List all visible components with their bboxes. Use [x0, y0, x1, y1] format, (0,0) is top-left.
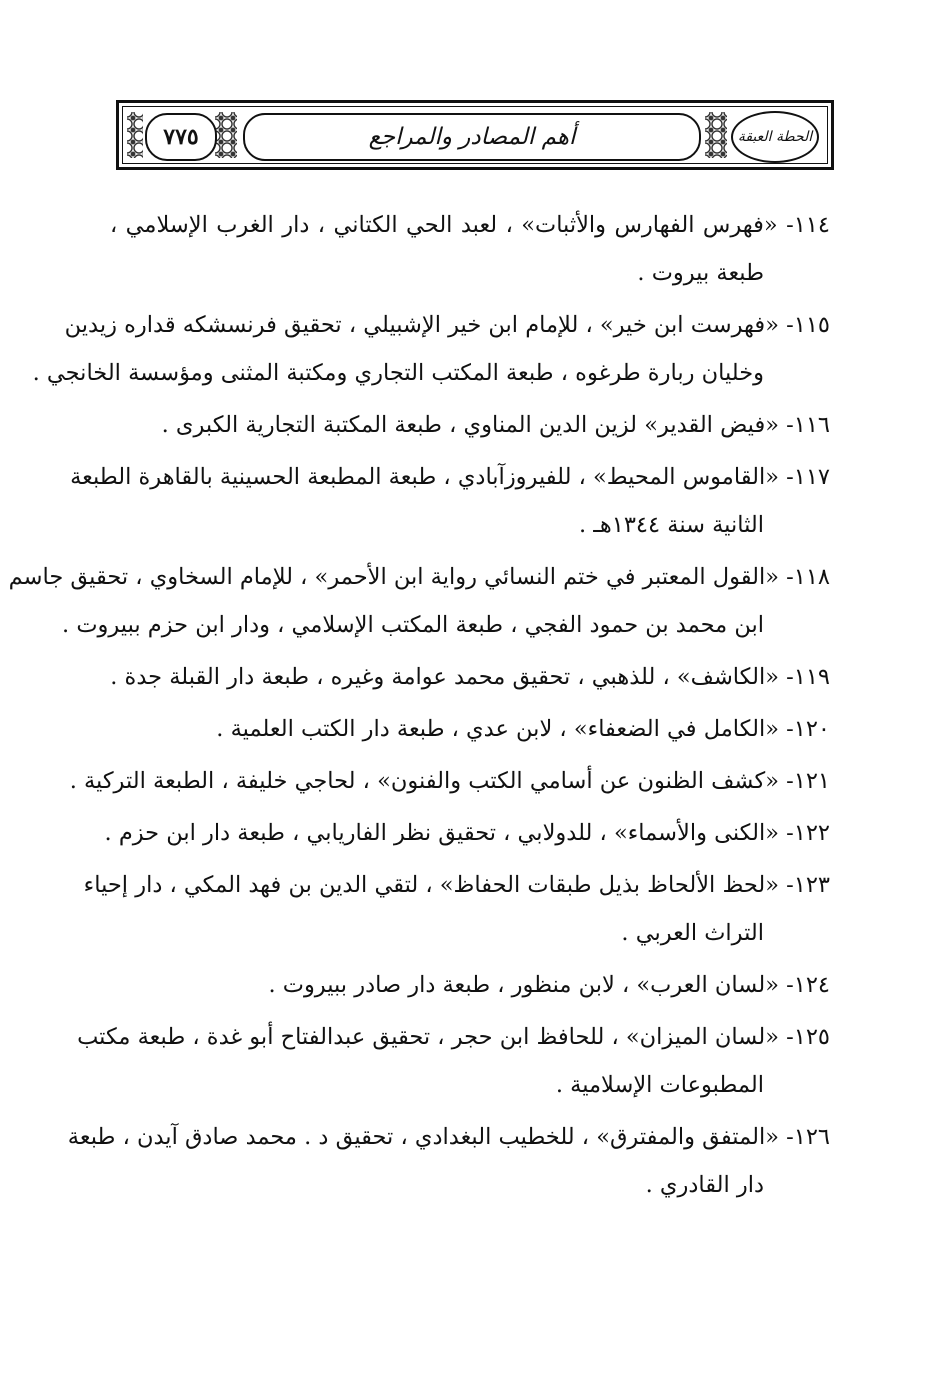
entry-text: «الكامل في الضعفاء» ، لابن عدي ، طبعة دار الكتب العلمية . [216, 716, 779, 742]
entry-number: ١١٤ [793, 212, 830, 238]
entry-text: «لسان العرب» ، لابن منظور ، طبعة دار صادر ببيروت . [268, 972, 779, 998]
entry-number: ١١٨ [793, 564, 830, 590]
entry-number: ١٢٦ [793, 1124, 830, 1150]
entry-continuation: التراث العربي . [621, 920, 764, 946]
reference-entry-117: ١١٧- «القاموس المحيط» ، للفيروزآبادي ، طبعة المطبعة الحسينية بالقاهرة الطبعة الثانية سنة ١٣٤٤هـ . [110, 458, 830, 544]
entry-continuation: طبعة بيروت . [637, 260, 764, 286]
entry-number: ١٢٣ [793, 872, 830, 898]
reference-entry-114: ١١٤- «فهرس الفهارس والأثبات» ، لعبد الحي الكتاني ، دار الغرب الإسلامي ، طبعة بيروت . [110, 206, 830, 292]
ornament-left [127, 112, 143, 158]
reference-entry-123: ١٢٣- «لحظ الألحاظ بذيل طبقات الحفاظ» ، لتقي الدين بن فهد المكي ، دار إحياء التراث العربي . [110, 866, 830, 952]
entry-text: «المتفق والمفترق» ، للخطيب البغدادي ، تحقيق د . محمد صادق آيدن ، طبعة [67, 1124, 779, 1150]
reference-entry-116: ١١٦- «فيض القدير» لزين الدين المناوي ، طبعة المكتبة التجارية الكبرى . [161, 412, 830, 438]
entry-number: ١٢١ [793, 768, 830, 794]
page-header-frame [116, 100, 834, 170]
entry-text: «القول المعتبر في ختم النسائي رواية ابن الأحمر» ، للإمام السخاوي ، تحقيق جاسم [8, 564, 779, 590]
reference-entry-125: ١٢٥- «لسان الميزان» ، للحافظ ابن حجر ، تحقيق عبدالفتاح أبو غدة ، طبعة مكتب المطبوعات الإسلامية . [110, 1018, 830, 1104]
entry-text: «الكاشف» ، للذهبي ، تحقيق محمد عوامة وغيره ، طبعة دار القبلة جدة . [110, 664, 779, 690]
reference-entry-122: ١٢٢- «الكنى والأسماء» ، للدولابي ، تحقيق نظر الفاريابي ، طبعة دار ابن حزم . [104, 820, 830, 846]
entry-continuation: وخليان ربارة طرغوه ، طبعة المكتب التجاري ومكتبة المثنى ومؤسسة الخانجي . [32, 360, 764, 386]
entry-text: «فهرس الفهارس والأثبات» ، لعبد الحي الكتاني ، دار الغرب الإسلامي ، [110, 212, 778, 238]
reference-list [8, 206, 830, 1218]
ornament-mid-right [705, 112, 727, 158]
ornament-mid-left [215, 112, 237, 158]
entry-number: ١١٩ [793, 664, 830, 690]
entry-text: «فيض القدير» لزين الدين المناوي ، طبعة المكتبة التجارية الكبرى . [161, 412, 779, 438]
entry-number: ١٢٢ [793, 820, 830, 846]
entry-number: ١١٦ [793, 412, 830, 438]
entry-text: «لسان الميزان» ، للحافظ ابن حجر ، تحقيق عبدالفتاح أبو غدة ، طبعة مكتب [77, 1024, 779, 1050]
entry-continuation: ابن محمد بن حمود الفجي ، طبعة المكتب الإسلامي ، ودار ابن حزم ببيروت . [62, 612, 764, 638]
reference-entry-126: ١٢٦- «المتفق والمفترق» ، للخطيب البغدادي ، تحقيق د . محمد صادق آيدن ، طبعة دار القادري . [110, 1118, 830, 1204]
entry-number: ١٢٠ [793, 716, 830, 742]
entry-text: «الكنى والأسماء» ، للدولابي ، تحقيق نظر الفاريابي ، طبعة دار ابن حزم . [104, 820, 779, 846]
reference-entry-124: ١٢٤- «لسان العرب» ، لابن منظور ، طبعة دار صادر ببيروت . [268, 972, 830, 998]
entry-text: «فهرست ابن خير» ، للإمام ابن خير الإشبيلي ، تحقيق فرنسشكه قداره زيدين [64, 312, 779, 338]
reference-entry-121: ١٢١- «كشف الظنون عن أسامي الكتب والفنون» ، لحاجي خليفة ، الطبعة التركية . [69, 768, 830, 794]
reference-entry-115: ١١٥- «فهرست ابن خير» ، للإمام ابن خير الإشبيلي ، تحقيق فرنسشكه قداره زيدين وخليان ربارة طرغوه ، طبعة المكتب التجاري ومكتبة المثنى ومؤسسة الخانجي . [110, 306, 830, 392]
entry-text: «لحظ الألحاظ بذيل طبقات الحفاظ» ، لتقي الدين بن فهد المكي ، دار إحياء [83, 872, 779, 898]
page-title: أهم المصادر والمراجع [243, 113, 701, 161]
entry-continuation: دار القادري . [645, 1172, 764, 1198]
book-seal: الحطة العبقة [731, 111, 819, 163]
reference-entry-120: ١٢٠- «الكامل في الضعفاء» ، لابن عدي ، طبعة دار الكتب العلمية . [216, 716, 830, 742]
page-number: ٧٧٥ [145, 113, 217, 161]
reference-entry-119: ١١٩- «الكاشف» ، للذهبي ، تحقيق محمد عوامة وغيره ، طبعة دار القبلة جدة . [110, 664, 830, 690]
entry-number: ١٢٥ [793, 1024, 830, 1050]
entry-number: ١١٥ [793, 312, 830, 338]
entry-number: ١١٧ [793, 464, 830, 490]
reference-entry-118: ١١٨- «القول المعتبر في ختم النسائي رواية ابن الأحمر» ، للإمام السخاوي ، تحقيق جاسم ابن محمد بن حمود الفجي ، طبعة المكتب الإسلامي ، ودار ابن حزم ببيروت . [110, 558, 830, 644]
entry-text: «القاموس المحيط» ، للفيروزآبادي ، طبعة المطبعة الحسينية بالقاهرة الطبعة [70, 464, 779, 490]
entry-number: ١٢٤ [793, 972, 830, 998]
entry-text: «كشف الظنون عن أسامي الكتب والفنون» ، لحاجي خليفة ، الطبعة التركية . [69, 768, 779, 794]
entry-continuation: الثانية سنة ١٣٤٤هـ . [579, 512, 764, 538]
entry-continuation: المطبوعات الإسلامية . [555, 1072, 764, 1098]
